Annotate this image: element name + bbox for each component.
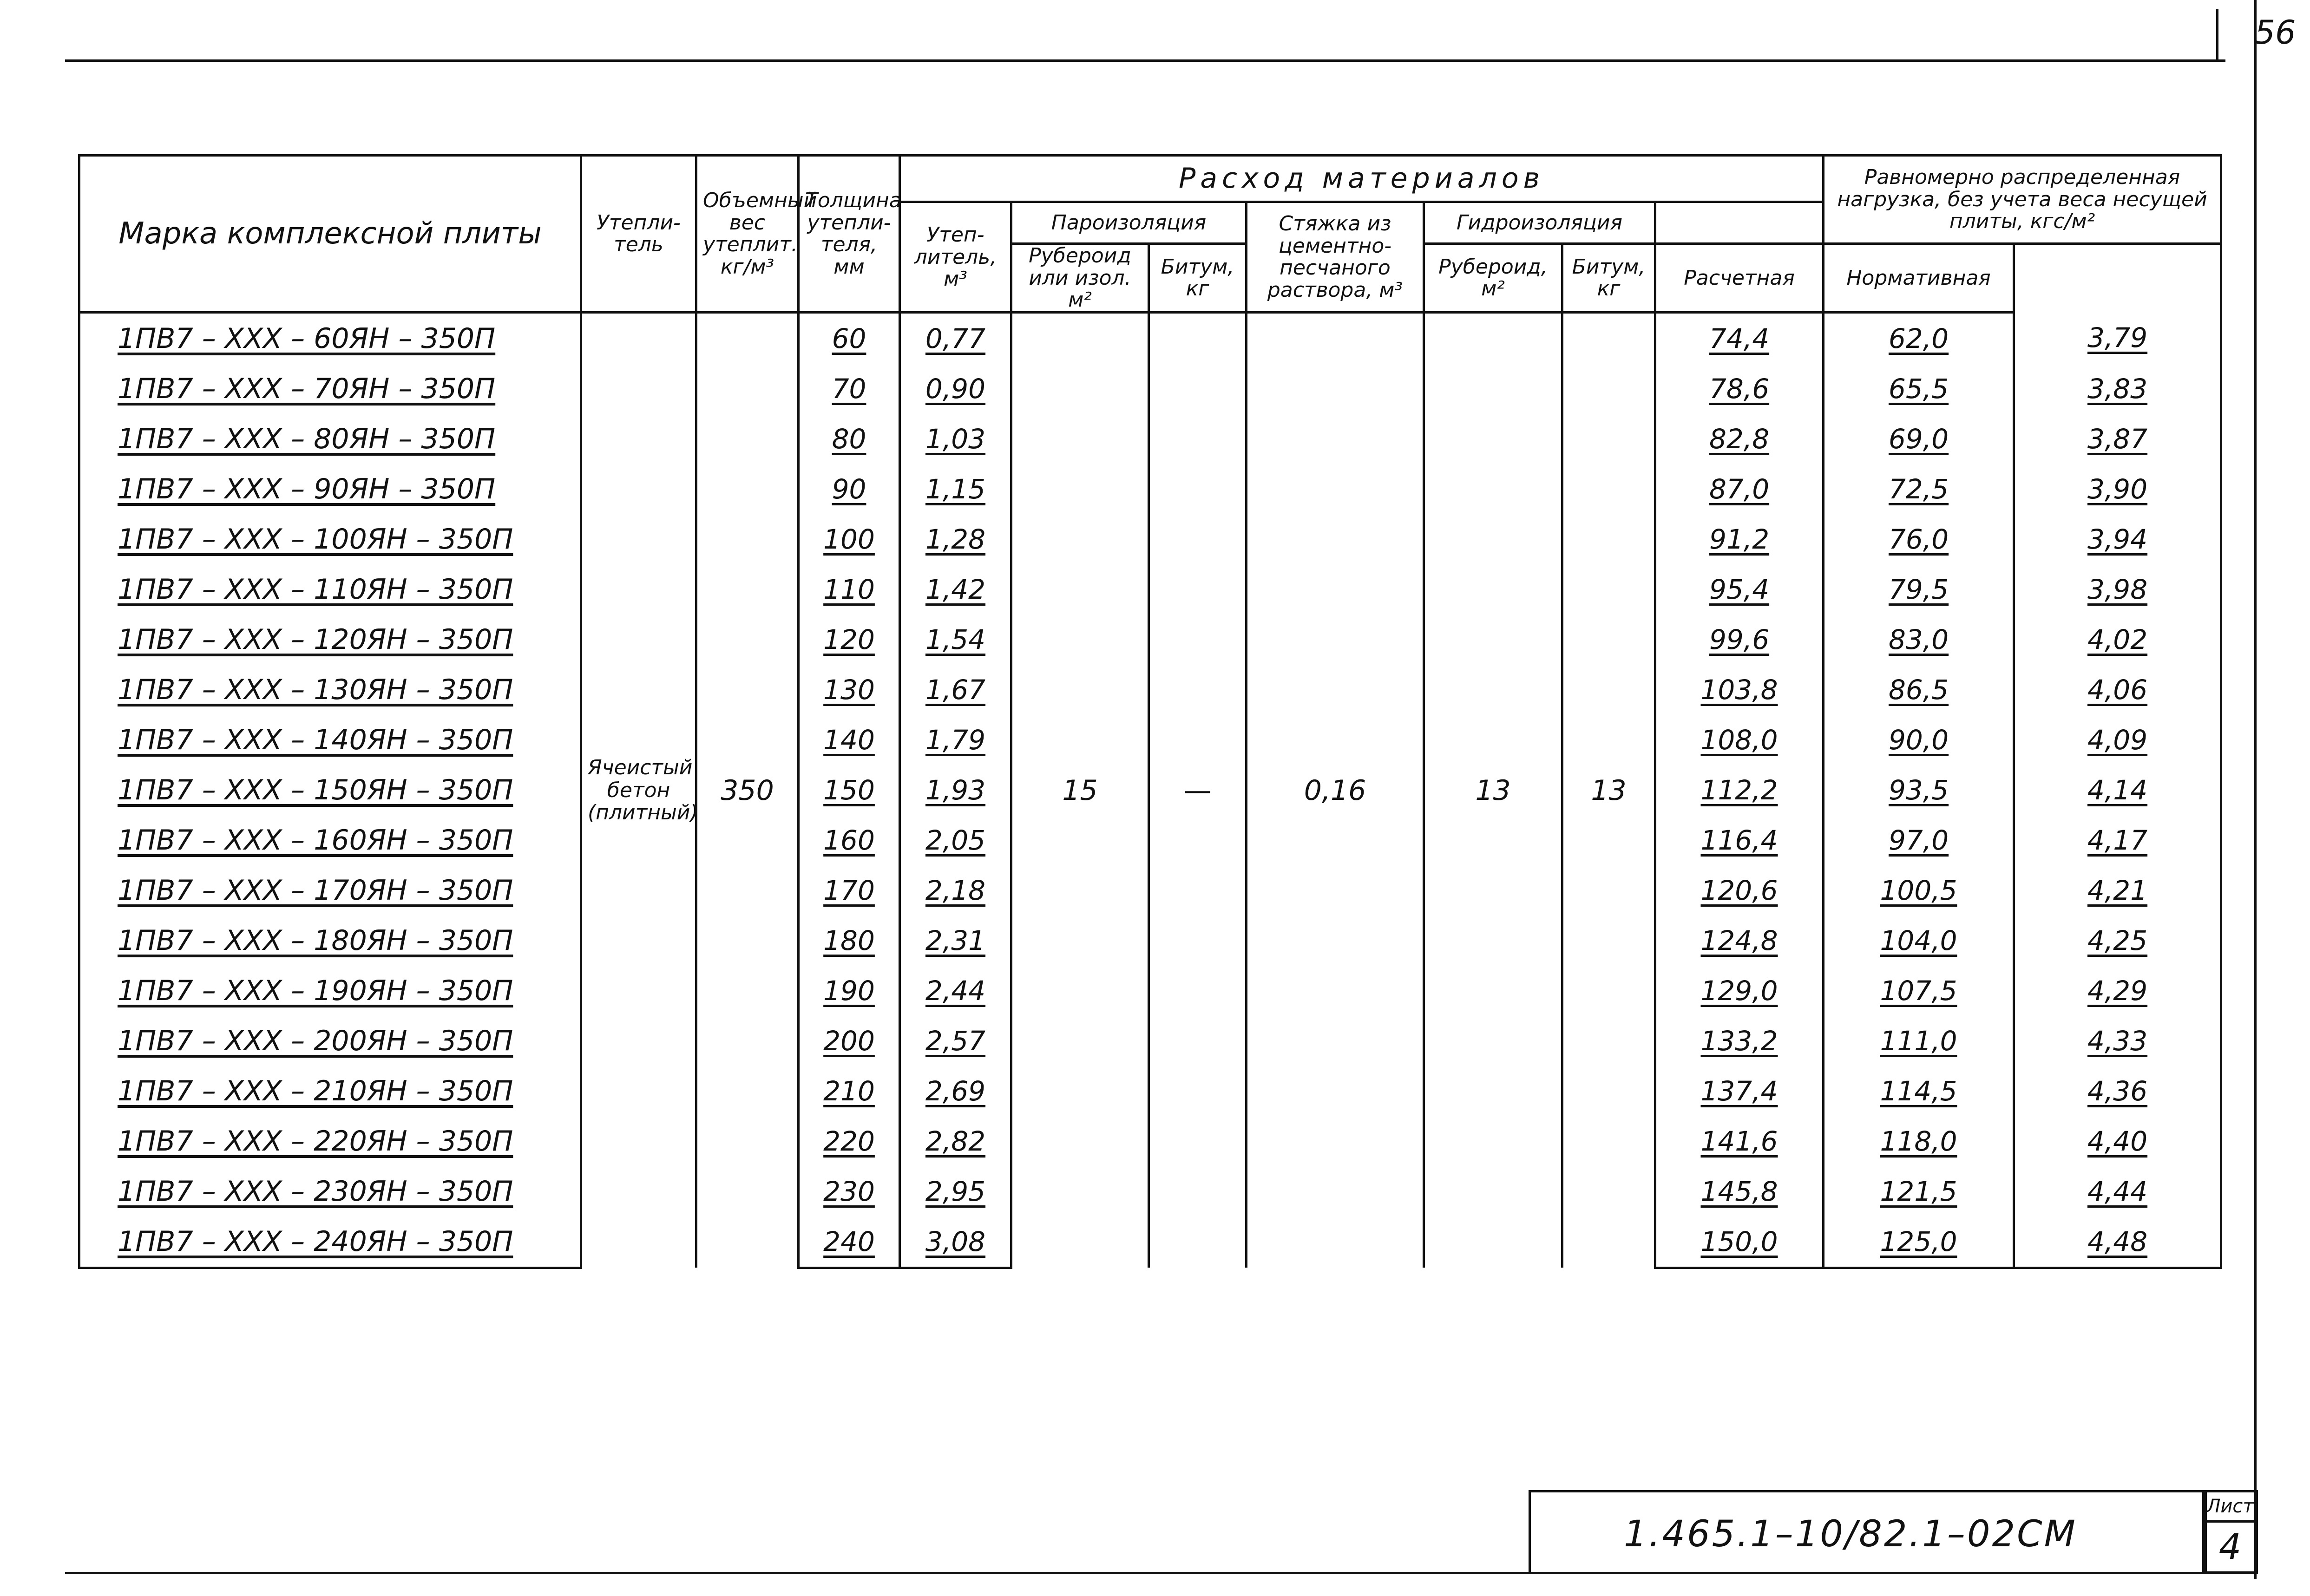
load-design-cell: 133,2: [1655, 1016, 1824, 1066]
thickness-cell: 100: [799, 514, 900, 564]
header-vapor: Пароизоляция: [1011, 202, 1247, 244]
load-design-cell: 95,4: [1655, 564, 1824, 615]
thickness-cell: 240: [799, 1217, 900, 1268]
volume-cell: 1,42: [900, 564, 1011, 615]
mass-cell: 3,87: [2014, 414, 2221, 464]
volume-cell: 2,69: [900, 1066, 1011, 1116]
mass-cell: 4,40: [2014, 1116, 2221, 1166]
mass-cell: 4,17: [2014, 815, 2221, 865]
header-density: Объемный вес утеплит. кг/м³: [696, 156, 799, 313]
mark-cell: 1ПВ7 – ХХХ – 180ЯН – 350П: [79, 916, 581, 966]
volume-cell: 1,93: [900, 765, 1011, 815]
mark-cell: 1ПВ7 – ХХХ – 150ЯН – 350П: [79, 765, 581, 815]
load-normative-cell: 69,0: [1824, 414, 2014, 464]
header-thickness: Толщина утепли-теля, мм: [799, 156, 900, 313]
load-normative-cell: 86,5: [1824, 665, 2014, 715]
mark-cell: 1ПВ7 – ХХХ – 70ЯН – 350П: [79, 364, 581, 414]
mark-cell: 1ПВ7 – ХХХ – 240ЯН – 350П: [79, 1217, 581, 1268]
volume-cell: 2,18: [900, 865, 1011, 916]
load-normative-cell: 121,5: [1824, 1166, 2014, 1217]
load-normative-cell: 90,0: [1824, 715, 2014, 765]
load-design-cell: 82,8: [1655, 414, 1824, 464]
header-load-normative: Нормативная: [1824, 244, 2014, 313]
screed-cell: 0,16: [1247, 312, 1424, 1268]
volume-cell: 2,44: [900, 966, 1011, 1016]
thickness-cell: 160: [799, 815, 900, 865]
mass-cell: 3,79: [2014, 312, 2221, 364]
load-normative-cell: 118,0: [1824, 1116, 2014, 1166]
mass-cell: 3,90: [2014, 464, 2221, 514]
load-normative-cell: 62,0: [1824, 312, 2014, 364]
thickness-cell: 200: [799, 1016, 900, 1066]
mark-cell: 1ПВ7 – ХХХ – 100ЯН – 350П: [79, 514, 581, 564]
load-design-cell: 124,8: [1655, 916, 1824, 966]
mark-cell: 1ПВ7 – ХХХ – 190ЯН – 350П: [79, 966, 581, 1016]
load-design-cell: 78,6: [1655, 364, 1824, 414]
mark-cell: 1ПВ7 – ХХХ – 60ЯН – 350П: [79, 312, 581, 364]
mass-cell: 3,94: [2014, 514, 2221, 564]
load-design-cell: 137,4: [1655, 1066, 1824, 1116]
vapor-roofing-cell: 15: [1011, 312, 1149, 1268]
mass-cell: 3,98: [2014, 564, 2221, 615]
density-cell: 350: [696, 312, 799, 1268]
load-design-cell: 116,4: [1655, 815, 1824, 865]
thickness-cell: 140: [799, 715, 900, 765]
mass-cell: 4,29: [2014, 966, 2221, 1016]
load-design-cell: 150,0: [1655, 1217, 1824, 1268]
water-bitumen-cell: 13: [1562, 312, 1655, 1268]
load-normative-cell: 100,5: [1824, 865, 2014, 916]
mass-cell: 3,83: [2014, 364, 2221, 414]
mass-cell: 4,33: [2014, 1016, 2221, 1066]
mark-cell: 1ПВ7 – ХХХ – 110ЯН – 350П: [79, 564, 581, 615]
volume-cell: 1,15: [900, 464, 1011, 514]
load-normative-cell: 125,0: [1824, 1217, 2014, 1268]
mark-cell: 1ПВ7 – ХХХ – 90ЯН – 350П: [79, 464, 581, 514]
load-design-cell: 99,6: [1655, 615, 1824, 665]
table-row: [79, 312, 2221, 364]
mass-cell: 4,36: [2014, 1066, 2221, 1116]
load-normative-cell: 114,5: [1824, 1066, 2014, 1116]
mark-cell: 1ПВ7 – ХХХ – 140ЯН – 350П: [79, 715, 581, 765]
sheet-number: 4: [2218, 1526, 2242, 1567]
load-design-cell: 112,2: [1655, 765, 1824, 815]
volume-cell: 2,31: [900, 916, 1011, 966]
header-vapor-roofing: Рубероид или изол. м²: [1011, 244, 1149, 313]
mark-cell: 1ПВ7 – ХХХ – 160ЯН – 350П: [79, 815, 581, 865]
volume-cell: 0,90: [900, 364, 1011, 414]
mass-cell: 4,21: [2014, 865, 2221, 916]
thickness-cell: 220: [799, 1116, 900, 1166]
mark-cell: 1ПВ7 – ХХХ – 230ЯН – 350П: [79, 1166, 581, 1217]
thickness-cell: 130: [799, 665, 900, 715]
sheet-label: Лист: [2205, 1492, 2256, 1523]
header-screed: Стяжка из цементно-песчаного раствора, м³: [1247, 202, 1424, 313]
load-normative-cell: 111,0: [1824, 1016, 2014, 1066]
volume-cell: 1,28: [900, 514, 1011, 564]
header-insulation: Утепли-тель: [581, 156, 696, 313]
header-water: Гидроизоляция: [1424, 202, 1655, 244]
load-design-cell: 145,8: [1655, 1166, 1824, 1217]
load-normative-cell: 97,0: [1824, 815, 2014, 865]
load-design-cell: 141,6: [1655, 1116, 1824, 1166]
mass-cell: 4,06: [2014, 665, 2221, 715]
thickness-cell: 80: [799, 414, 900, 464]
load-normative-cell: 65,5: [1824, 364, 2014, 414]
volume-cell: 1,67: [900, 665, 1011, 715]
load-normative-cell: 104,0: [1824, 916, 2014, 966]
volume-cell: 2,05: [900, 815, 1011, 865]
load-normative-cell: 107,5: [1824, 966, 2014, 1016]
mass-cell: 4,25: [2014, 916, 2221, 966]
volume-cell: 1,03: [900, 414, 1011, 464]
thickness-cell: 150: [799, 765, 900, 815]
header-vapor-bitumen: Битум, кг: [1149, 244, 1247, 313]
water-roofing-cell: 13: [1424, 312, 1562, 1268]
page-number-divider: [2216, 9, 2218, 60]
mark-cell: 1ПВ7 – ХХХ – 130ЯН – 350П: [79, 665, 581, 715]
header-consumption: Расход материалов: [900, 156, 1824, 202]
volume-cell: 1,79: [900, 715, 1011, 765]
mass-cell: 4,02: [2014, 615, 2221, 665]
load-design-cell: 120,6: [1655, 865, 1824, 916]
sheet-box: [2202, 1490, 2258, 1574]
load-normative-cell: 79,5: [1824, 564, 2014, 615]
thickness-cell: 230: [799, 1166, 900, 1217]
thickness-cell: 70: [799, 364, 900, 414]
mark-cell: 1ПВ7 – ХХХ – 170ЯН – 350П: [79, 865, 581, 916]
thickness-cell: 210: [799, 1066, 900, 1116]
thickness-cell: 60: [799, 312, 900, 364]
mark-cell: 1ПВ7 – ХХХ – 200ЯН – 350П: [79, 1016, 581, 1066]
header-insul-volume: Утеп-литель, м³: [900, 202, 1011, 313]
thickness-cell: 180: [799, 916, 900, 966]
mass-cell: 4,09: [2014, 715, 2221, 765]
header-mark: Марка комплексной плиты: [79, 156, 581, 313]
load-design-cell: 108,0: [1655, 715, 1824, 765]
top-frame-line: [65, 59, 2225, 62]
right-frame-line: [2254, 0, 2257, 1579]
load-design-cell: 87,0: [1655, 464, 1824, 514]
load-design-cell: 91,2: [1655, 514, 1824, 564]
load-design-cell: 129,0: [1655, 966, 1824, 1016]
page-number: 56: [2254, 13, 2296, 52]
mass-cell: 4,14: [2014, 765, 2221, 815]
load-normative-cell: 83,0: [1824, 615, 2014, 665]
mark-cell: 1ПВ7 – ХХХ – 80ЯН – 350П: [79, 414, 581, 464]
mark-cell: 1ПВ7 – ХХХ – 120ЯН – 350П: [79, 615, 581, 665]
header-load-design: Расчетная: [1655, 244, 1824, 313]
thickness-cell: 190: [799, 966, 900, 1016]
document-code: 1.465.1–10/82.1–02СМ: [1624, 1513, 2077, 1555]
mark-cell: 1ПВ7 – ХХХ – 220ЯН – 350П: [79, 1116, 581, 1166]
load-design-cell: 103,8: [1655, 665, 1824, 715]
header-load: Равномерно распределенная нагрузка, без учета веса несущей плиты, кгс/м²: [1824, 156, 2221, 244]
load-normative-cell: 93,5: [1824, 765, 2014, 815]
insulation-cell: Ячеистый бетон (плитный): [581, 312, 696, 1268]
volume-cell: 1,54: [900, 615, 1011, 665]
header-water-bitumen: Битум, кг: [1562, 244, 1655, 313]
thickness-cell: 110: [799, 564, 900, 615]
header-water-roofing: Рубероид, м²: [1424, 244, 1562, 313]
load-normative-cell: 72,5: [1824, 464, 2014, 514]
thickness-cell: 170: [799, 865, 900, 916]
volume-cell: 2,95: [900, 1166, 1011, 1217]
mass-cell: 4,44: [2014, 1166, 2221, 1217]
load-design-cell: 74,4: [1655, 312, 1824, 364]
mark-cell: 1ПВ7 – ХХХ – 210ЯН – 350П: [79, 1066, 581, 1116]
thickness-cell: 120: [799, 615, 900, 665]
vapor-bitumen-cell: —: [1149, 312, 1247, 1268]
load-normative-cell: 76,0: [1824, 514, 2014, 564]
title-block: [1529, 1490, 2207, 1574]
volume-cell: 3,08: [900, 1217, 1011, 1268]
volume-cell: 0,77: [900, 312, 1011, 364]
mass-cell: 4,48: [2014, 1217, 2221, 1268]
materials-spec-table: [78, 154, 2222, 1269]
volume-cell: 2,57: [900, 1016, 1011, 1066]
volume-cell: 2,82: [900, 1116, 1011, 1166]
thickness-cell: 90: [799, 464, 900, 514]
